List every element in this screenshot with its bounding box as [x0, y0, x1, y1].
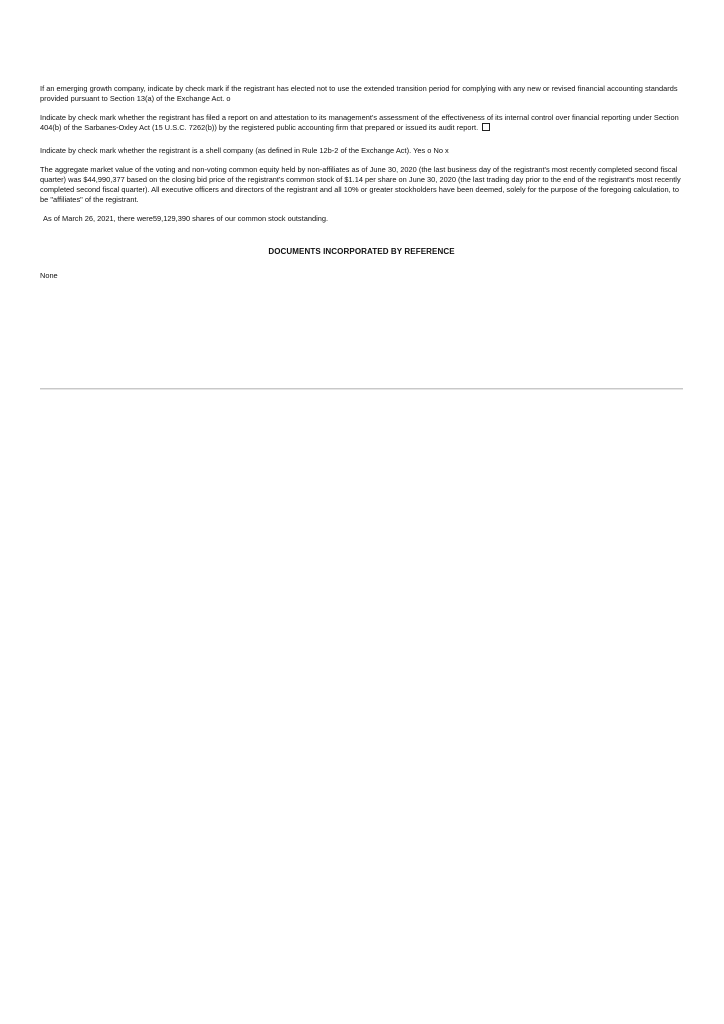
shares-outstanding-paragraph: As of March 26, 2021, there were59,129,390 shares of our common stock outstanding.: [43, 214, 329, 223]
emerging-growth-paragraph: If an emerging growth company, indicate by check mark if the registrant has elected not to use the extended transition period for complying with any new or revised financial accounting standards provided pursuant to Section 13(a) of the Exchange Act. o: [40, 84, 678, 103]
document-page: [40, 84, 683, 281]
unchecked-checkbox-icon: [482, 123, 490, 131]
internal-control-paragraph: [40, 113, 683, 133]
internal-control-text: Indicate by check mark whether the registrant has filed a report on and attestation to its management's assessment of the effectiveness of its internal control over financial reporting under Section 404(b) of the Sarbanes-Oxley Act (15 U.S.C. 7262(b)) by the registered public accounting firm that prepared or issued its audit report.: [40, 113, 679, 132]
section-body: None: [40, 271, 58, 280]
shell-company-paragraph: Indicate by check mark whether the registrant is a shell company (as defined in Rule 12b-2 of the Exchange Act). Yes o No x: [40, 146, 449, 155]
section-heading: DOCUMENTS INCORPORATED BY REFERENCE: [268, 247, 455, 256]
market-value-paragraph: The aggregate market value of the voting and non-voting common equity held by non-affiliates as of June 30, 2020 (the last business day of the registrant's most recently completed second fiscal quarter) was $44,990,377 based on the closing bid price of the registrant's common stock of $1.14 per share on June 30, 2020 (the last trading day prior to the end of the registrant's most recently completed second fiscal quarter). All executive officers and directors of the registrant and all 10% or greater stockholders have been deemed, solely for the purpose of the foregoing calculation, to be "affiliates" of the registrant.: [40, 165, 681, 204]
page-divider: [40, 388, 683, 390]
